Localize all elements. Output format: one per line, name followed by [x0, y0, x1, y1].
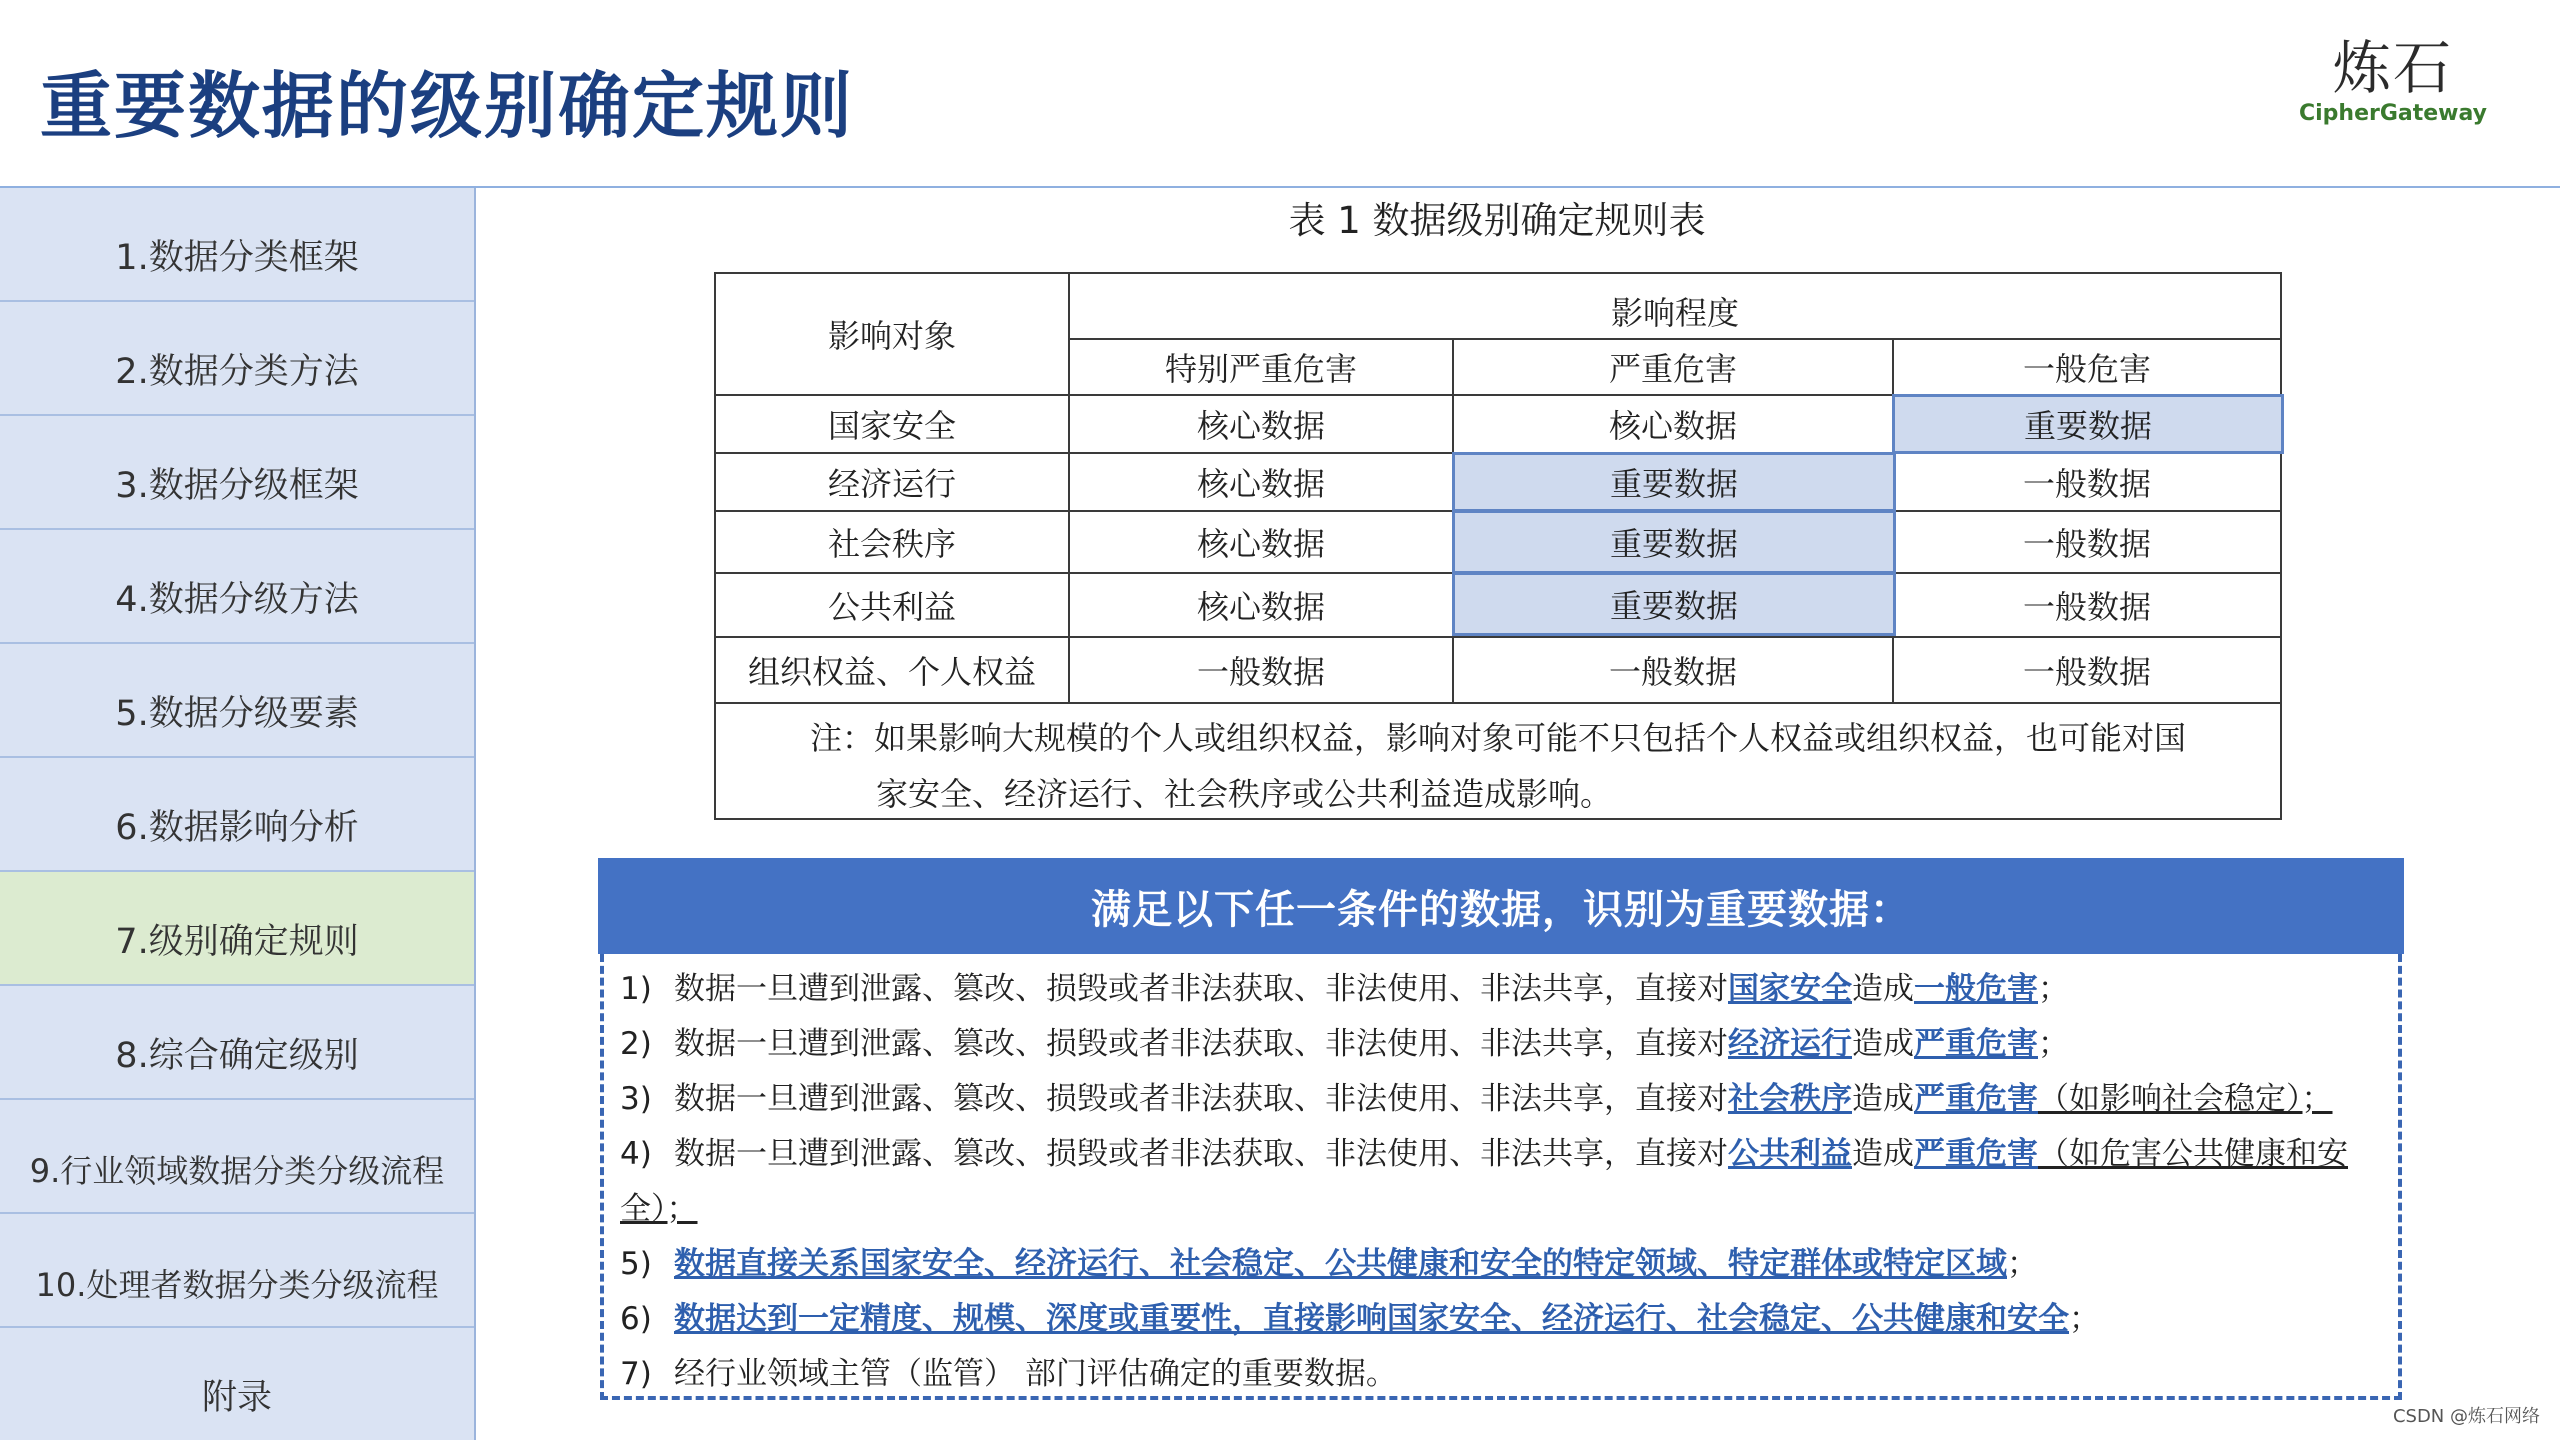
- condition-number: 5): [620, 1246, 652, 1282]
- condition-keyword: 严重危害: [1914, 1026, 2038, 1062]
- brand-logo: [2298, 36, 2488, 128]
- header-col-general: 一般危害: [2022, 350, 2151, 388]
- table-cell-highlighted: 重要数据: [1452, 510, 1896, 574]
- table-cell: 核心数据: [1196, 465, 1325, 503]
- table-cell: 一般数据: [2022, 525, 2151, 563]
- sidebar-item-grading-elements[interactable]: [0, 644, 474, 758]
- sidebar-item-label: 8.综合确定级别: [115, 1036, 359, 1076]
- sidebar-item-industry-process[interactable]: [0, 1100, 474, 1214]
- sidebar-item-label: 2.数据分类方法: [115, 352, 359, 392]
- sidebar-item-label: 5.数据分级要素: [115, 694, 359, 734]
- condition-item: [620, 1127, 2380, 1237]
- header-impact-object: 影响对象: [827, 317, 956, 355]
- table-cell: 核心数据: [1196, 525, 1325, 563]
- logo-en-text: [2298, 100, 2488, 128]
- row-object: 组织权益、个人权益: [747, 653, 1036, 691]
- condition-text: ；: [2038, 1026, 2069, 1062]
- condition-text: 造成: [1852, 971, 1914, 1007]
- logo-en-part1: Cipher: [2298, 101, 2380, 126]
- condition-item: [620, 1237, 2380, 1292]
- header-col-severe: 严重危害: [1608, 350, 1737, 388]
- sidebar-item-impact-analysis[interactable]: [0, 758, 474, 872]
- condition-keyword: 数据达到一定精度、规模、深度或重要性，直接影响国家安全、经济运行、社会稳定、公共健康和安全: [674, 1301, 2069, 1337]
- footer-credit: CSDN @炼石网络: [2392, 1406, 2540, 1427]
- table-cell-highlighted: 重要数据: [1452, 452, 1896, 512]
- sidebar-item-label: 7.级别确定规则: [115, 922, 359, 962]
- table-cell: 核心数据: [1196, 407, 1325, 445]
- sidebar-item-classification-method[interactable]: [0, 302, 474, 416]
- condition-item: [620, 1072, 2380, 1127]
- header-impact-degree: 影响程度: [1610, 294, 1739, 332]
- table-cell: 一般数据: [2022, 465, 2151, 503]
- condition-number: 2): [620, 1026, 652, 1062]
- sidebar-item-label: 1.数据分类框架: [115, 238, 359, 278]
- condition-keyword: 严重危害: [1914, 1081, 2038, 1117]
- table-caption: 表 1 数据级别确定规则表: [1288, 199, 1706, 242]
- sidebar-item-processor-process[interactable]: [0, 1214, 474, 1328]
- condition-number: 7): [620, 1356, 652, 1392]
- condition-text: 数据一旦遭到泄露、篡改、损毁或者非法获取、非法使用、非法共享，直接对: [674, 971, 1728, 1007]
- condition-item: [620, 962, 2380, 1017]
- table-note-line1: 注：如果影响大规模的个人或组织权益，影响对象可能不只包括个人权益或组织权益，也可能对国: [810, 719, 2187, 757]
- condition-item: [620, 1347, 2380, 1402]
- sidebar-item-appendix[interactable]: [0, 1328, 474, 1440]
- table-cell: 一般数据: [2022, 588, 2151, 626]
- row-object: 社会秩序: [827, 525, 956, 563]
- sidebar-item-classification-framework[interactable]: [0, 188, 474, 302]
- row-object: 公共利益: [827, 588, 956, 626]
- sidebar-nav: [0, 188, 476, 1440]
- condition-text: 数据一旦遭到泄露、篡改、损毁或者非法获取、非法使用、非法共享，直接对: [674, 1136, 1728, 1172]
- row-object: 国家安全: [827, 407, 956, 445]
- table-note: [810, 710, 2260, 822]
- condition-number: 4): [620, 1136, 652, 1172]
- sidebar-item-label: 9.行业领域数据分类分级流程: [29, 1152, 445, 1190]
- sidebar-item-comprehensive-level[interactable]: [0, 986, 474, 1100]
- condition-keyword: 一般危害: [1914, 971, 2038, 1007]
- condition-keyword: 公共利益: [1728, 1136, 1852, 1172]
- row-object: 经济运行: [827, 465, 956, 503]
- condition-text: （如影响社会稳定）；: [2038, 1081, 2333, 1117]
- conditions-header: 满足以下任一条件的数据，识别为重要数据：: [598, 858, 2404, 954]
- condition-text: 造成: [1852, 1081, 1914, 1117]
- header-col-extreme: 特别严重危害: [1164, 350, 1357, 388]
- condition-number: 1): [620, 971, 652, 1007]
- table-cell: 一般数据: [2022, 653, 2151, 691]
- condition-item: [620, 1292, 2380, 1347]
- table-cell-highlighted: 重要数据: [1892, 394, 2284, 454]
- condition-text: 造成: [1852, 1136, 1914, 1172]
- condition-text: 数据一旦遭到泄露、篡改、损毁或者非法获取、非法使用、非法共享，直接对: [674, 1081, 1728, 1117]
- sidebar-item-level-rules[interactable]: [0, 872, 474, 986]
- sidebar-item-label: 3.数据分级框架: [115, 466, 359, 506]
- condition-text: ；: [2007, 1246, 2038, 1282]
- sidebar-item-label: 附录: [201, 1378, 272, 1418]
- sidebar-item-grading-framework[interactable]: [0, 416, 474, 530]
- condition-keyword: 数据直接关系国家安全、经济运行、社会稳定、公共健康和安全的特定领域、特定群体或特定区域: [674, 1246, 2007, 1282]
- condition-number: 3): [620, 1081, 652, 1117]
- table-cell-highlighted: 重要数据: [1452, 572, 1896, 636]
- condition-text: 数据一旦遭到泄露、篡改、损毁或者非法获取、非法使用、非法共享，直接对: [674, 1026, 1728, 1062]
- sidebar-item-label: 10.处理者数据分类分级流程: [35, 1266, 439, 1304]
- condition-text: 经行业领域主管（监管） 部门评估确定的重要数据。: [674, 1356, 1397, 1392]
- table-border-right: [2280, 272, 2282, 820]
- condition-keyword: 经济运行: [1728, 1026, 1852, 1062]
- table-hline: [714, 702, 2282, 704]
- condition-keyword: 社会秩序: [1728, 1081, 1852, 1117]
- logo-cn-text: 炼石: [2332, 34, 2453, 102]
- condition-item: [620, 1017, 2380, 1072]
- table-note-line2: 家安全、经济运行、社会秩序或公共利益造成影响。: [876, 775, 1613, 813]
- sidebar-item-label: 6.数据影响分析: [115, 808, 359, 848]
- table-cell: 一般数据: [1608, 653, 1737, 691]
- conditions-list: [620, 962, 2380, 1402]
- condition-keyword: 国家安全: [1728, 971, 1852, 1007]
- condition-text: 造成: [1852, 1026, 1914, 1062]
- table-cell: 一般数据: [1196, 653, 1325, 691]
- sidebar-item-label: 4.数据分级方法: [115, 580, 359, 620]
- condition-text: （如危害公共健康和安全）；: [620, 1136, 2348, 1227]
- table-cell: 核心数据: [1608, 407, 1737, 445]
- condition-keyword: 严重危害: [1914, 1136, 2038, 1172]
- table-cell: 核心数据: [1196, 588, 1325, 626]
- condition-text: ；: [2038, 971, 2069, 1007]
- page-title: 重要数据的级别确定规则: [40, 64, 855, 148]
- sidebar-item-grading-method[interactable]: [0, 530, 474, 644]
- condition-number: 6): [620, 1301, 652, 1337]
- logo-en-part2: Gateway: [2379, 101, 2488, 126]
- condition-text: ；: [2069, 1301, 2100, 1337]
